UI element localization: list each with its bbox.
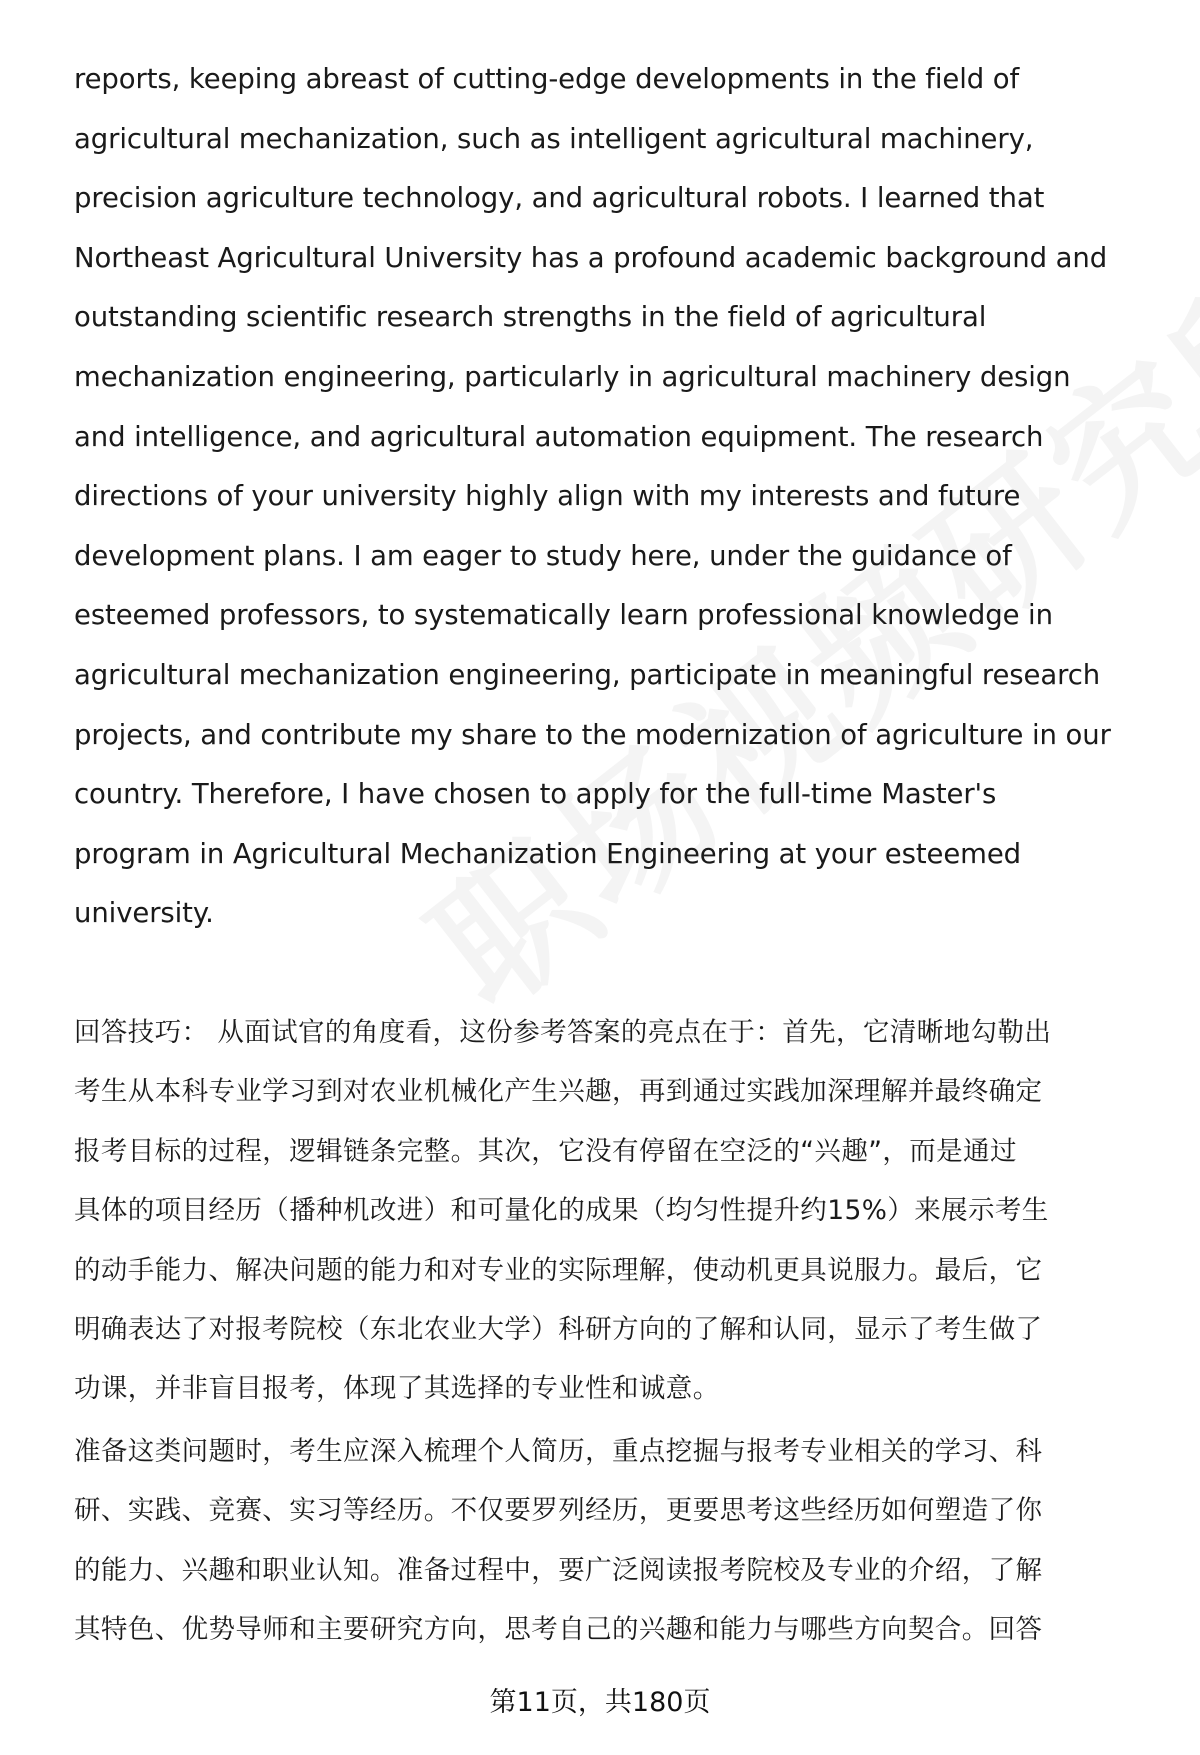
text-line: program in Agricultural Mechanization Engineering at your esteemed <box>74 837 1022 870</box>
text-line: 的动手能力、解决问题的能力和对专业的实际理解，使动机更具说服力。最后，它 <box>74 1254 1043 1286</box>
text-line: agricultural mechanization engineering, participate in meaningful research <box>74 658 1101 691</box>
answer-tips-paragraph <box>74 1003 1051 1419</box>
text-line: 回答技巧： 从面试官的角度看，这份参考答案的亮点在于：首先，它清晰地勾勒出 <box>74 1017 1052 1048</box>
text-line: 具体的项目经历（播种机改进）和可量化的成果（均匀性提升约15%）来展示考生 <box>74 1195 1049 1227</box>
text-line: reports, keeping abreast of cutting-edge developments in the field of <box>74 63 1020 95</box>
preparation-advice-paragraph <box>74 1422 1042 1660</box>
text-line: directions of your university highly align with my interests and future <box>74 480 1021 513</box>
text-line: agricultural mechanization, such as intelligent agricultural machinery, <box>74 122 1034 155</box>
text-line: 明确表达了对报考院校（东北农业大学）科研方向的了解和认同，显示了考生做了 <box>74 1314 1043 1346</box>
text-line: projects, and contribute my share to the modernization of agriculture in our <box>74 718 1111 751</box>
text-line: development plans. I am eager to study here, under the guidance of <box>74 539 1012 572</box>
text-line: 考生从本科专业学习到对农业机械化产生兴趣，再到通过实践加深理解并最终确定 <box>74 1076 1043 1108</box>
text-line: Northeast Agricultural University has a profound academic background and <box>74 241 1108 274</box>
text-line: 的能力、兴趣和职业认知。准备过程中，要广泛阅读报考院校及专业的介绍，了解 <box>74 1554 1043 1586</box>
text-line: precision agriculture technology, and agricultural robots. I learned that <box>74 182 1045 215</box>
text-line: country. Therefore, I have chosen to apply for the full-time Master's <box>74 778 997 811</box>
page-number-footer: 第11页，共180页 <box>489 1687 711 1718</box>
text-line: mechanization engineering, particularly in agricultural machinery design <box>74 360 1071 393</box>
text-line: 研、实践、竞赛、实习等经历。不仅要罗列经历，更要思考这些经历如何塑造了你 <box>74 1495 1043 1527</box>
english-answer-paragraph <box>74 50 1111 944</box>
text-line: 报考目标的过程，逻辑链条完整。其次，它没有停留在空泛的“兴趣”，而是通过 <box>74 1135 1017 1167</box>
text-line: 准备这类问题时，考生应深入梳理个人简历，重点挖掘与报考专业相关的学习、科 <box>74 1436 1043 1467</box>
text-line: outstanding scientific research strengths in the field of agricultural <box>74 301 987 334</box>
text-line: 其特色、优势导师和主要研究方向，思考自己的兴趣和能力与哪些方向契合。回答 <box>74 1614 1043 1646</box>
text-line: 功课，并非盲目报考，体现了其选择的专业性和诚意。 <box>74 1373 720 1405</box>
text-line: university. <box>74 897 214 930</box>
text-line: and intelligence, and agricultural automation equipment. The research <box>74 420 1044 453</box>
text-line: esteemed professors, to systematically learn professional knowledge in <box>74 599 1053 632</box>
